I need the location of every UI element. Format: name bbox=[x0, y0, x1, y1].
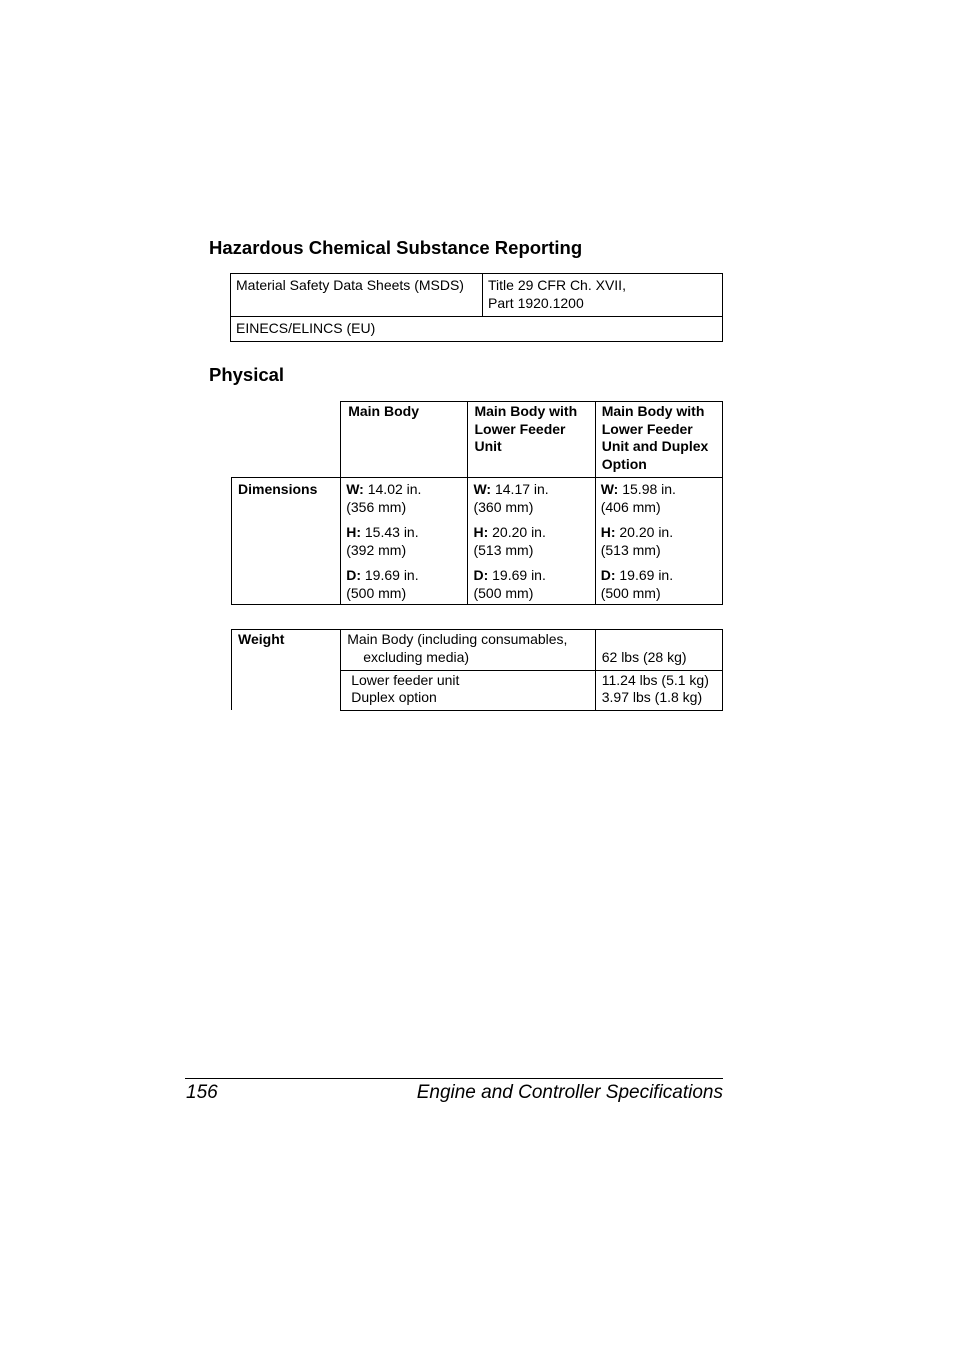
weight-description bbox=[341, 630, 596, 671]
table-cell: Material Safety Data Sheets (MSDS) bbox=[231, 274, 483, 317]
measure-label: W: bbox=[346, 481, 364, 498]
column-header: Main Body bbox=[341, 402, 468, 478]
measure-value: 20.20 in. bbox=[615, 524, 674, 541]
measure-metric: (500 mm) bbox=[600, 585, 661, 602]
measure-value: 19.69 in. bbox=[488, 567, 546, 584]
depth-measure bbox=[346, 566, 467, 602]
measure-value: 19.69 in. bbox=[615, 567, 674, 584]
table-row bbox=[231, 274, 723, 317]
measure-value: 14.02 in. bbox=[363, 481, 422, 498]
measure-label: H: bbox=[473, 524, 489, 541]
dimension-cell bbox=[468, 478, 595, 605]
footer-title: Engine and Controller Specifications bbox=[416, 1082, 723, 1103]
cell-line: 11.24 lbs (5.1 kg) bbox=[601, 671, 709, 688]
width-measure bbox=[346, 480, 467, 516]
measure-label: W: bbox=[600, 481, 619, 498]
table-cell bbox=[483, 274, 723, 317]
measure-value: 15.98 in. bbox=[618, 481, 676, 498]
dimension-cell bbox=[341, 478, 468, 605]
empty-header-cell bbox=[232, 402, 341, 478]
measure-label: D: bbox=[473, 567, 489, 584]
cell-line: 3.97 lbs (1.8 kg) bbox=[601, 689, 703, 705]
measure-metric: (513 mm) bbox=[600, 542, 661, 559]
physical-section-title: Physical bbox=[209, 364, 285, 385]
depth-measure bbox=[601, 566, 722, 602]
depth-measure bbox=[473, 566, 594, 602]
cell-line: Duplex option bbox=[351, 689, 437, 705]
table-row bbox=[232, 630, 723, 671]
table-row bbox=[232, 478, 723, 605]
measure-value: 14.17 in. bbox=[491, 481, 549, 498]
measure-metric: (392 mm) bbox=[346, 542, 407, 559]
dimension-cell bbox=[595, 478, 722, 605]
measure-label: H: bbox=[346, 524, 361, 541]
row-label: Dimensions bbox=[232, 478, 341, 605]
weight-value: 62 lbs (28 kg) bbox=[595, 630, 722, 671]
measure-value: 20.20 in. bbox=[488, 524, 546, 541]
column-header: Main Body with Lower Feeder Unit bbox=[468, 402, 595, 478]
physical-dimensions-table bbox=[231, 401, 723, 605]
page-number: 156 bbox=[186, 1082, 218, 1103]
measure-label: D: bbox=[346, 567, 361, 584]
cell-line: Main Body (including consumables, bbox=[347, 631, 568, 647]
measure-label: D: bbox=[600, 567, 616, 584]
row-label: Weight bbox=[232, 630, 341, 711]
measure-value: 19.69 in. bbox=[361, 567, 419, 584]
height-measure bbox=[346, 523, 467, 559]
measure-metric: (500 mm) bbox=[346, 585, 407, 602]
footer-rule bbox=[185, 1078, 723, 1079]
weight-value bbox=[595, 670, 722, 710]
hazardous-section-title: Hazardous Chemical Substance Reporting bbox=[209, 237, 583, 258]
measure-label: W: bbox=[473, 481, 492, 498]
weight-description bbox=[341, 670, 596, 710]
cell-line: Lower feeder unit bbox=[351, 671, 460, 688]
measure-metric: (360 mm) bbox=[473, 499, 534, 516]
measure-label: H: bbox=[600, 524, 616, 541]
measure-metric: (500 mm) bbox=[473, 585, 534, 602]
height-measure bbox=[601, 523, 722, 559]
table-cell: EINECS/ELINCS (EU) bbox=[231, 317, 723, 342]
cell-line: Part 1920.1200 bbox=[488, 295, 584, 311]
weight-table bbox=[231, 629, 723, 711]
measure-value: 15.43 in. bbox=[361, 524, 419, 541]
measure-metric: (513 mm) bbox=[473, 542, 534, 559]
measure-metric: (356 mm) bbox=[346, 499, 407, 516]
width-measure bbox=[473, 480, 594, 516]
hazardous-table bbox=[230, 273, 723, 342]
table-row bbox=[231, 317, 723, 342]
column-header: Main Body with Lower Feeder Unit and Duplex Option bbox=[595, 402, 722, 478]
measure-metric: (406 mm) bbox=[600, 499, 661, 516]
table-header-row bbox=[232, 402, 723, 478]
width-measure bbox=[601, 480, 722, 516]
cell-line: excluding media) bbox=[363, 648, 470, 665]
cell-line: Title 29 CFR Ch. XVII, bbox=[488, 277, 626, 293]
height-measure bbox=[473, 523, 594, 559]
